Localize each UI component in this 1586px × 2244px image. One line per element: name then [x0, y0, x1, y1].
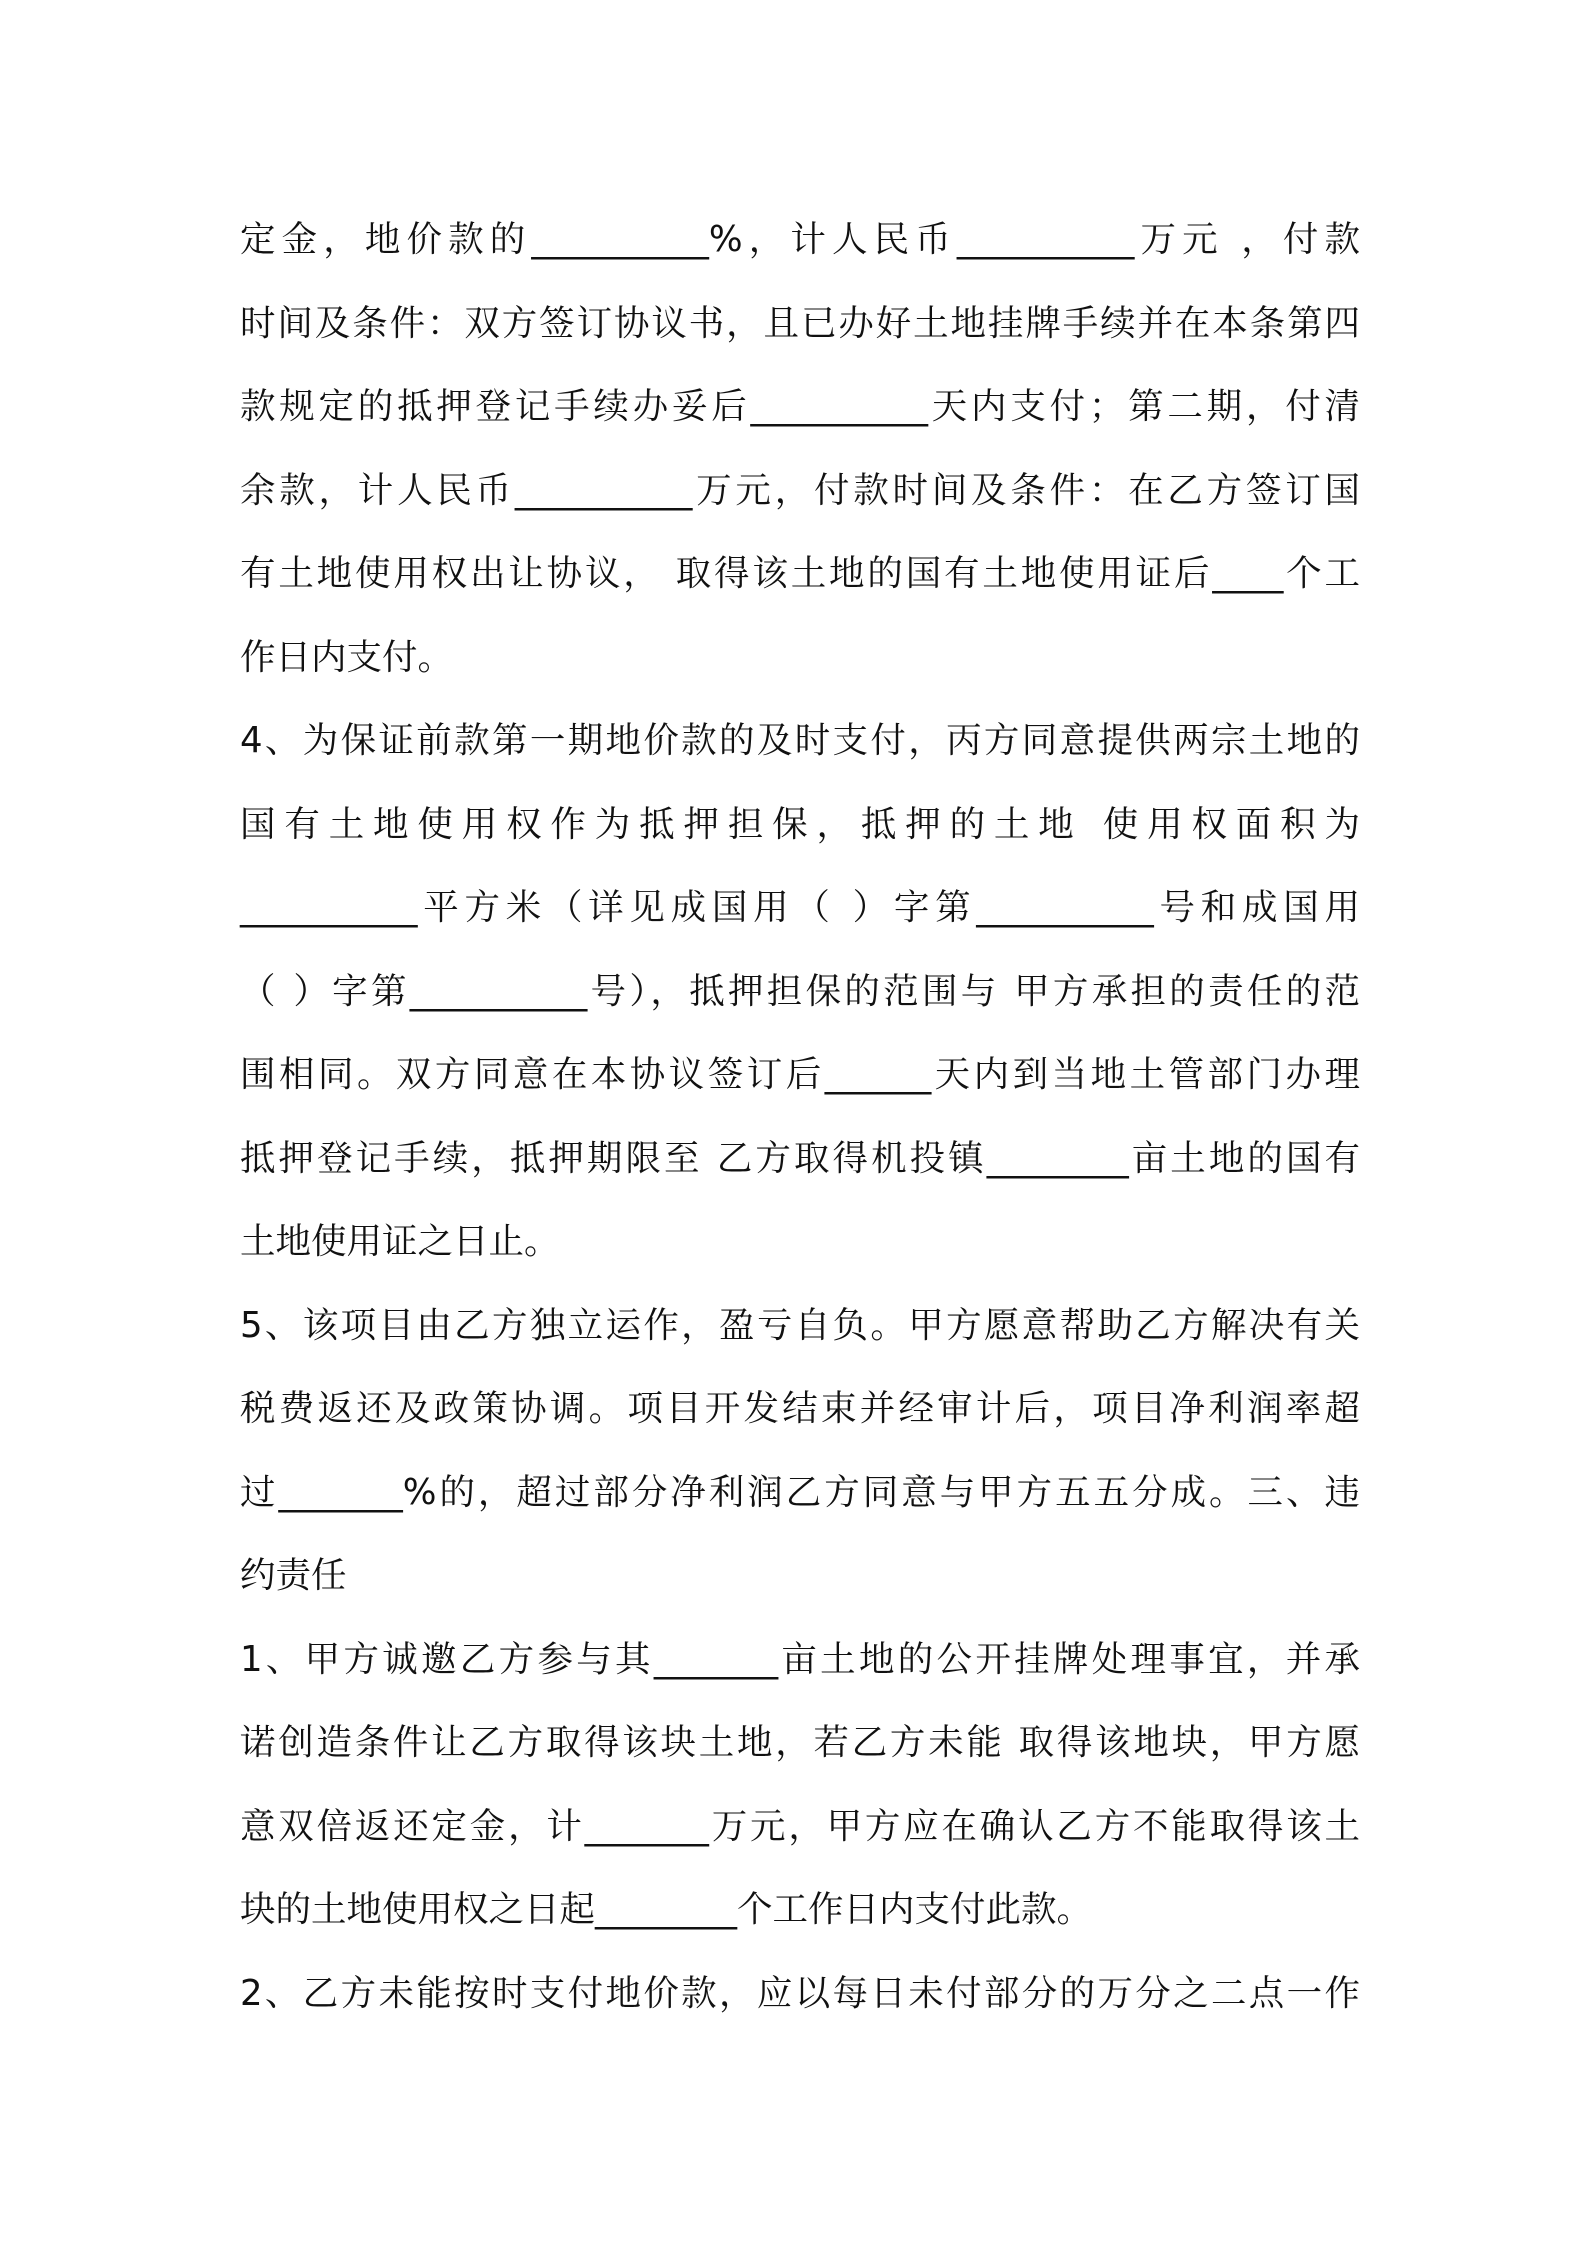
text-line: 约责任 — [240, 1555, 347, 1596]
text-line: 2、乙方未能按时支付地价款，应以每日未付部分的万分之二点一作 — [240, 1972, 1360, 2014]
text-line: 土地使用证之日止。 — [240, 1221, 560, 1262]
text-line: 定金，地价款的__________%，计人民币__________万元 ，付款 — [240, 219, 1360, 260]
document-body — [240, 198, 1360, 2035]
text-line: 时间及条件：双方签订协议书，且已办好土地挂牌手续并在本条第四 — [240, 302, 1360, 344]
text-line: 5、该项目由乙方独立运作，盈亏自负。甲方愿意帮助乙方解决有关 — [240, 1304, 1360, 1346]
text-line: 有土地使用权出让协议， 取得该土地的国有土地使用证后____个工 — [240, 553, 1360, 594]
text-line: 围相同。双方同意在本协议签订后______天内到当地土管部门办理 — [240, 1054, 1360, 1095]
text-line: 块的土地使用权之日起________个工作日内支付此款。 — [240, 1889, 1093, 1930]
text-line: 国有土地使用权作为抵押担保，抵押的土地 使用权面积为 — [240, 803, 1360, 845]
text-line: 税费返还及政策协调。项目开发结束并经审计后，项目净利润率超 — [240, 1388, 1360, 1429]
text-line: 抵押登记手续，抵押期限至 乙方取得机投镇________亩土地的国有 — [240, 1137, 1360, 1179]
text-line: 诺创造条件让乙方取得该块土地，若乙方未能 取得该地块，甲方愿 — [240, 1722, 1360, 1763]
text-line: 作日内支付。 — [240, 636, 454, 678]
text-line: （ ）字第__________号），抵押担保的范围与 甲方承担的责任的范 — [240, 970, 1360, 1012]
text-line: 过_______%的，超过部分净利润乙方同意与甲方五五分成。三、违 — [240, 1471, 1360, 1513]
text-line: 4、为保证前款第一期地价款的及时支付，丙方同意提供两宗土地的 — [240, 720, 1360, 761]
text-line: 意双倍返还定金，计_______万元，甲方应在确认乙方不能取得该土 — [240, 1805, 1360, 1847]
text-line: __________平方米（详见成国用（ ）字第__________号和成国用 — [240, 887, 1360, 928]
text-line: 款规定的抵押登记手续办妥后__________天内支付；第二期，付清 — [240, 386, 1360, 427]
text-line: 余款，计人民币__________万元，付款时间及条件：在乙方签订国 — [240, 469, 1360, 511]
text-line: 1、甲方诚邀乙方参与其_______亩土地的公开挂牌处理事宜，并承 — [240, 1638, 1360, 1680]
